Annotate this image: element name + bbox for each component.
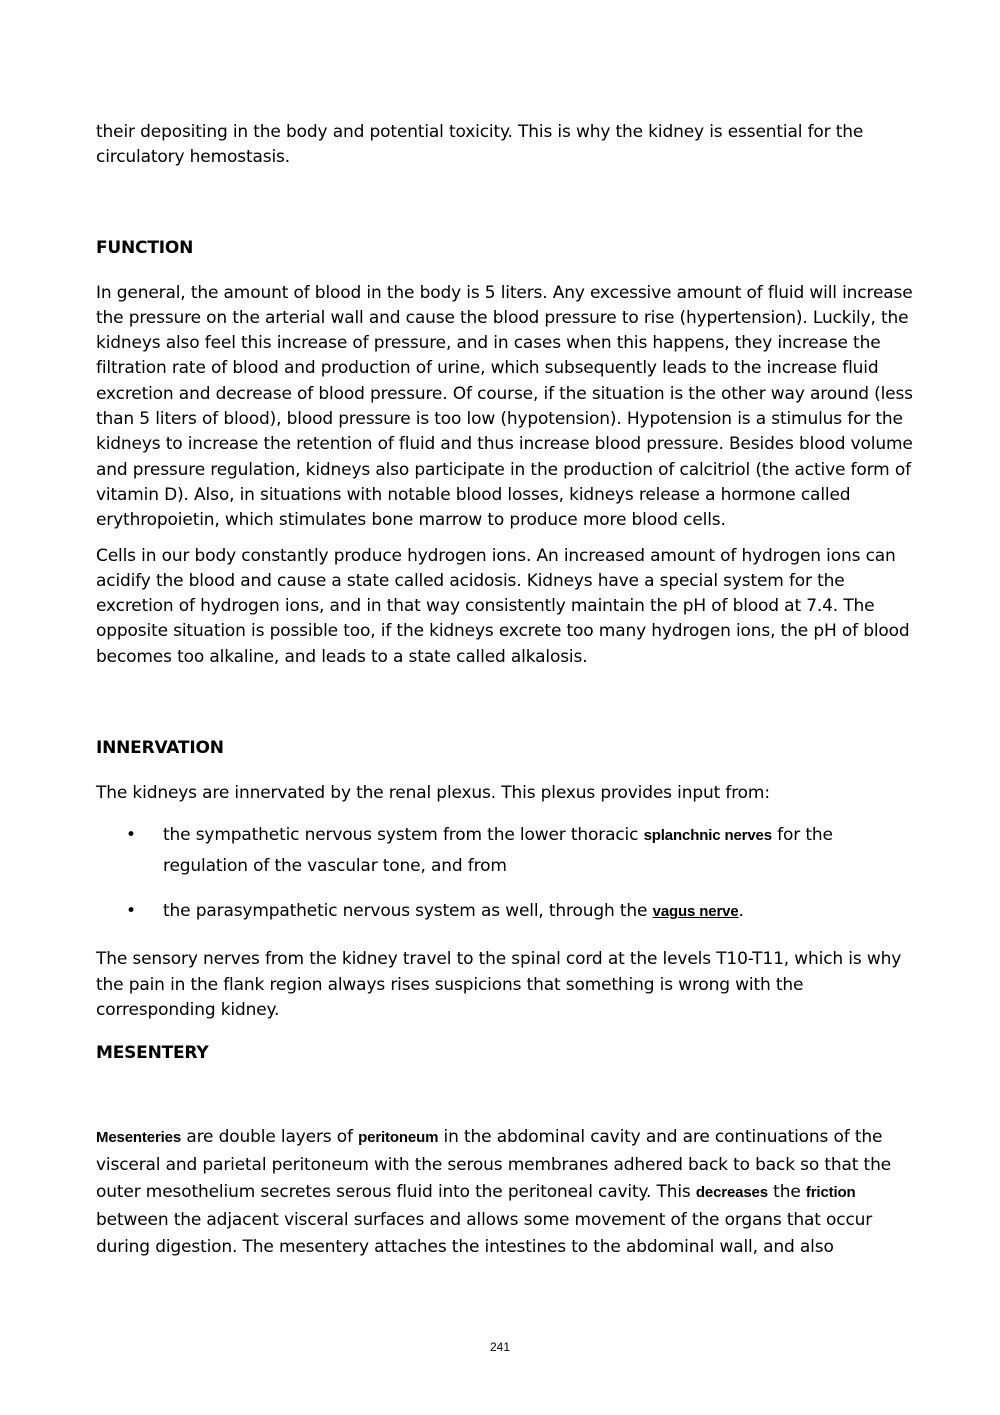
mesentery-text-1: are double layers of [181, 1127, 359, 1148]
sensory-paragraph: The sensory nerves from the kidney travel to the spinal cord at the levels T10-T11, which is why the pain in the flank region always rises suspicions that something is wrong with the corresponding kidney. [96, 949, 902, 1020]
innervation-list [96, 820, 916, 927]
list-item [96, 820, 916, 881]
mesentery-paragraph [96, 1124, 916, 1262]
vagus-nerve-link[interactable]: vagus nerve [652, 903, 739, 921]
mesentery-heading: MESENTERY [96, 1043, 209, 1064]
friction-term: friction [805, 1184, 856, 1202]
splanchnic-nerves-term: splanchnic nerves [643, 827, 772, 845]
bullet-icon: • [126, 901, 136, 922]
bullet-1-text-pre: the sympathetic nervous system from the lower thoracic [163, 825, 644, 846]
bullet-icon: • [126, 825, 136, 846]
mesentery-text-3: the [767, 1182, 806, 1203]
decreases-term: decreases [695, 1184, 768, 1202]
mesentery-text-4: between the adjacent visceral surfaces and allows some movement of the organs that occur during digestion. The mesentery attaches the intestines to the abdominal wall, and also [96, 1209, 873, 1258]
page-number: 241 [489, 1340, 511, 1354]
list-item [96, 896, 916, 927]
bullet-2-text-post: . [738, 901, 744, 922]
mesentery-text-2: in the abdominal cavity and are continuations of the visceral and parietal peritoneum with the serous membranes adhered back to back so that the outer mesothelium secretes serous fluid into the peritoneal cavity. This [96, 1127, 891, 1203]
document-page [96, 120, 916, 1262]
bullet-2-text-pre: the parasympathetic nervous system as well, through the [163, 901, 653, 922]
function-paragraph-1: In general, the amount of blood in the body is 5 liters. Any excessive amount of fluid will increase the pressure on the arterial wall and cause the blood pressure to rise (hypertension). Luckily, the kidneys also feel this increase of pressure, and in cases when this happens, they increase the filtration rate of blood and production of urine, which subsequently leads to the increase fluid excretion and decrease of blood pressure. Of course, if the situation is the other way around (less than 5 liters of blood), blood pressure is too low (hypotension). Hypotension is a stimulus for the kidneys to increase the retention of fluid and thus increase blood pressure. Besides blood volume and pressure regulation, kidneys also participate in the production of calcitriol (the active form of vitamin D). Also, in situations with notable blood losses, kidneys release a hormone called erythropoietin, which stimulates bone marrow to produce more blood cells. [96, 282, 913, 531]
intro-paragraph: their depositing in the body and potential toxicity. This is why the kidney is essential for the circulatory hemostasis. [96, 122, 864, 168]
function-paragraph-2: Cells in our body constantly produce hydrogen ions. An increased amount of hydrogen ions can acidify the blood and cause a state called acidosis. Kidneys have a special system for the excretion of hydrogen ions, and in that way consistently maintain the pH of blood at 7.4. The opposite situation is possible too, if the kidneys excrete too many hydrogen ions, the pH of blood becomes too alkaline, and leads to a state called alkalosis. [96, 545, 910, 667]
innervation-intro: The kidneys are innervated by the renal plexus. This plexus provides input from: [96, 783, 770, 804]
function-heading: FUNCTION [96, 237, 194, 258]
mesenteries-term: Mesenteries [96, 1129, 182, 1147]
peritoneum-term: peritoneum [358, 1129, 439, 1147]
innervation-heading: INNERVATION [96, 738, 224, 759]
bullet-1-text-post: for the regulation of the vascular tone, and from [163, 825, 833, 877]
